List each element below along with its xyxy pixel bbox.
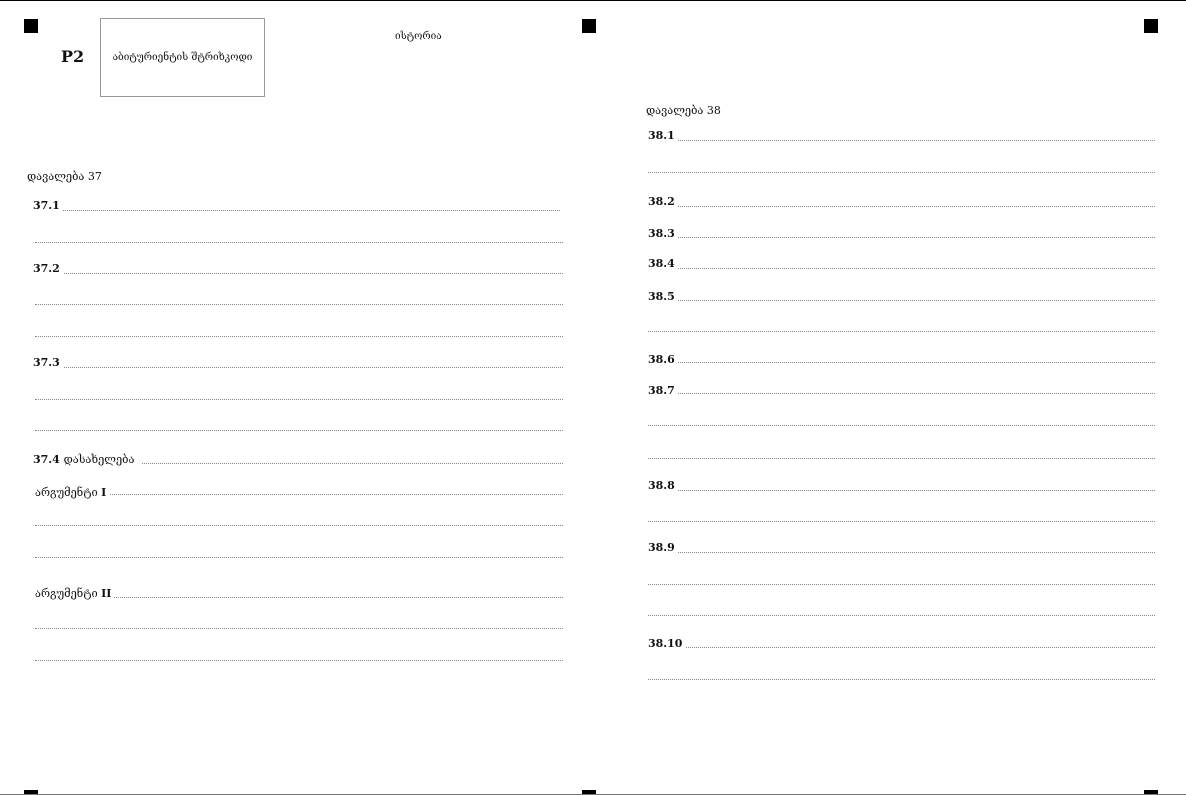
argument-2-word: არგუმენტი [35, 587, 98, 600]
answer-line[interactable] [648, 490, 1155, 491]
answer-line[interactable] [35, 210, 560, 211]
argument-2-label [35, 587, 114, 600]
answer-line[interactable] [648, 521, 1155, 522]
question-38-6-label: 38.6 [648, 353, 678, 366]
argument-1-word: არგუმენტი [35, 486, 98, 499]
answer-line[interactable] [35, 242, 563, 243]
page-top-border [0, 0, 1186, 1]
question-37-3-label: 37.3 [33, 356, 63, 369]
registration-mark-top-right [1144, 19, 1158, 33]
subject-title: ისტორია [395, 31, 442, 42]
question-38-8-label: 38.8 [648, 479, 678, 492]
answer-line[interactable] [35, 273, 563, 274]
argument-1-number: I [101, 486, 107, 499]
answer-line[interactable] [35, 304, 563, 305]
argument-1-label [35, 486, 109, 499]
question-38-1-label: 38.1 [648, 129, 678, 142]
answer-line[interactable] [648, 584, 1155, 585]
barcode-box-label: აბიტურიენტის შტრიხკოდი [112, 52, 253, 63]
page-code: P2 [61, 47, 85, 66]
question-37-4-number: 37.4 [33, 453, 60, 466]
registration-mark-bottom-right [1144, 790, 1158, 794]
answer-line[interactable] [35, 628, 563, 629]
answer-line[interactable] [35, 660, 563, 661]
answer-line[interactable] [648, 615, 1155, 616]
answer-line[interactable] [648, 268, 1155, 269]
answer-line[interactable] [35, 367, 563, 368]
barcode-box [100, 18, 265, 97]
answer-line[interactable] [648, 679, 1155, 680]
registration-mark-top-left [24, 19, 38, 33]
registration-mark-bottom-left [24, 790, 38, 794]
question-38-7-label: 38.7 [648, 384, 678, 397]
question-38-5-label: 38.5 [648, 290, 678, 303]
question-38-2-label: 38.2 [648, 195, 678, 208]
answer-line[interactable] [648, 172, 1155, 173]
registration-mark-top-center [582, 19, 596, 33]
question-38-3-label: 38.3 [648, 227, 678, 240]
answer-line[interactable] [648, 458, 1155, 459]
answer-line[interactable] [648, 331, 1155, 332]
argument-2-number: II [101, 587, 112, 600]
answer-line[interactable] [35, 430, 563, 431]
answer-line[interactable] [35, 494, 563, 495]
answer-line[interactable] [35, 399, 563, 400]
question-38-9-label: 38.9 [648, 541, 678, 554]
answer-line[interactable] [648, 362, 1155, 363]
answer-line[interactable] [648, 393, 1155, 394]
question-38-4-label: 38.4 [648, 257, 678, 270]
answer-line[interactable] [648, 552, 1155, 553]
question-37-1-label: 37.1 [33, 199, 63, 212]
answer-line[interactable] [648, 647, 1155, 648]
answer-line[interactable] [648, 300, 1155, 301]
answer-line[interactable] [35, 336, 563, 337]
registration-mark-bottom-center [582, 790, 596, 794]
answer-line[interactable] [35, 525, 563, 526]
question-37-2-label: 37.2 [33, 262, 63, 275]
task-38-title: დავალება 38 [646, 104, 721, 117]
answer-line[interactable] [648, 206, 1155, 207]
answer-line[interactable] [648, 237, 1155, 238]
answer-line[interactable] [648, 425, 1155, 426]
answer-line[interactable] [648, 140, 1155, 141]
task-37-title: დავალება 37 [27, 170, 102, 183]
question-38-10-label: 38.10 [648, 637, 685, 650]
question-37-4-label [33, 453, 142, 466]
question-37-4-text: დასახელება [63, 453, 135, 466]
answer-line[interactable] [35, 557, 563, 558]
